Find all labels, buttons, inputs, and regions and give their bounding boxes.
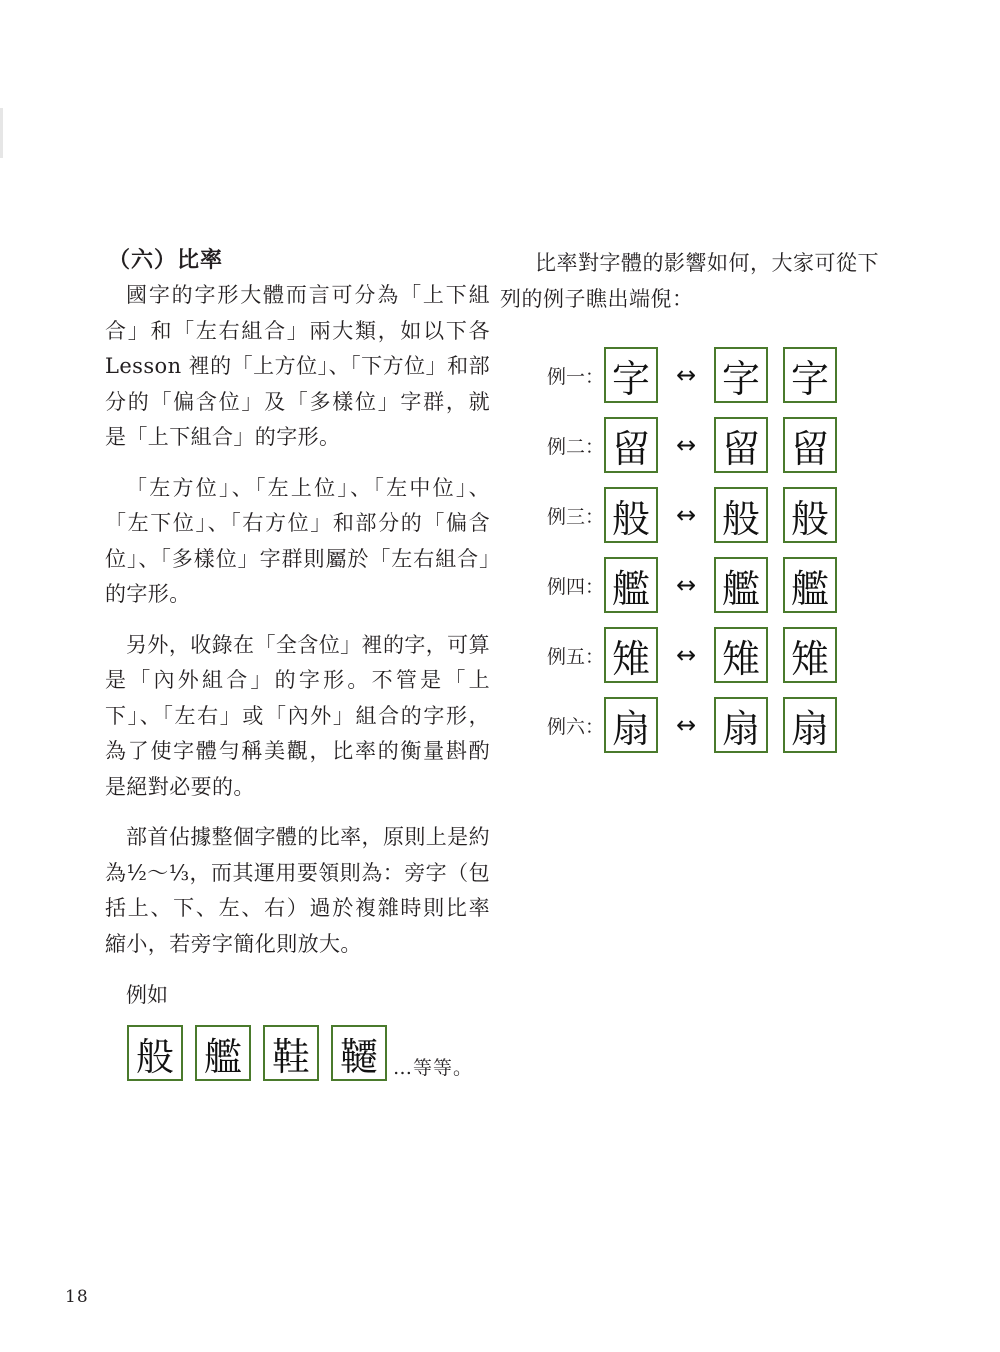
row-label: 例六： (546, 715, 604, 738)
variant-char-box: 雉 (714, 627, 768, 683)
paragraph-3: 另外，收錄在「全含位」裡的字，可算是「內外組合」的字形。不管是「上下」、「左右」或「內外」組合的字形，為了使字體勻稱美觀，比率的衡量斟酌是絕對必要的。 (105, 632, 490, 799)
comparison-row (500, 557, 900, 613)
row-label: 例四： (546, 575, 604, 598)
row-label: 例二： (546, 435, 604, 458)
paragraph-4: 部首佔據整個字體的比率，原則上是約為½～⅓，而其運用要領則為：旁字（包括上、下、左、右）過於複雜時則比率縮小，若旁字簡化則放大。 (105, 825, 490, 956)
example-char-box: 鞋 (263, 1025, 319, 1081)
comparison-row (500, 417, 900, 473)
comparison-intro: 比率對字體的影響如何，大家可從下列的例子瞧出端倪： (500, 251, 879, 311)
variant-char-box: 般 (783, 487, 837, 543)
row-label: 例五： (546, 645, 604, 668)
page-number: 18 (65, 1287, 89, 1307)
double-arrow-icon: ↔ (675, 641, 697, 669)
double-arrow-icon: ↔ (675, 501, 697, 529)
original-char-box: 字 (604, 347, 658, 403)
variant-char-box: 留 (783, 417, 837, 473)
section-heading: （六）比率 (108, 247, 224, 273)
original-char-box: 留 (604, 417, 658, 473)
comparison-row (500, 487, 900, 543)
original-char-box: 雉 (604, 627, 658, 683)
example-row (127, 1025, 490, 1081)
variant-char-box: 般 (714, 487, 768, 543)
comparison-row (500, 697, 900, 753)
row-label: 例三： (546, 505, 604, 528)
variant-char-box: 字 (714, 347, 768, 403)
right-column (500, 246, 900, 767)
comparison-row (500, 627, 900, 683)
original-char-box: 艦 (604, 557, 658, 613)
variant-char-box: 字 (783, 347, 837, 403)
left-column (105, 242, 498, 1081)
example-char-box: 艦 (195, 1025, 251, 1081)
double-arrow-icon: ↔ (675, 571, 697, 599)
example-char-box: 般 (127, 1025, 183, 1081)
row-label: 例一： (546, 365, 604, 388)
comparison-list (500, 347, 900, 753)
variant-char-box: 扇 (714, 697, 768, 753)
original-char-box: 般 (604, 487, 658, 543)
double-arrow-icon: ↔ (675, 711, 697, 739)
page-edge-mark (0, 108, 3, 158)
variant-char-box: 艦 (714, 557, 768, 613)
paragraph-2: 「左方位」、「左上位」、「左中位」、「左下位」、「右方位」和部分的「偏含位」、「多樣位」字群則屬於「左右組合」的字形。 (105, 475, 490, 606)
paragraph-1: 國字的字形大體而言可分為「上下組合」和「左右組合」兩大類，如以下各 Lesson 裡的「上方位」、「下方位」和部分的「偏含位」及「多樣位」字群，就是「上下組合」的字形。 (105, 283, 498, 449)
example-label: 例如 (126, 983, 168, 1007)
comparison-row (500, 347, 900, 403)
example-char-box: 韆 (331, 1025, 387, 1081)
example-suffix: …等等。 (393, 1057, 474, 1079)
double-arrow-icon: ↔ (675, 431, 697, 459)
variant-char-box: 扇 (783, 697, 837, 753)
variant-char-box: 雉 (783, 627, 837, 683)
variant-char-box: 留 (714, 417, 768, 473)
variant-char-box: 艦 (783, 557, 837, 613)
original-char-box: 扇 (604, 697, 658, 753)
double-arrow-icon: ↔ (675, 361, 697, 389)
